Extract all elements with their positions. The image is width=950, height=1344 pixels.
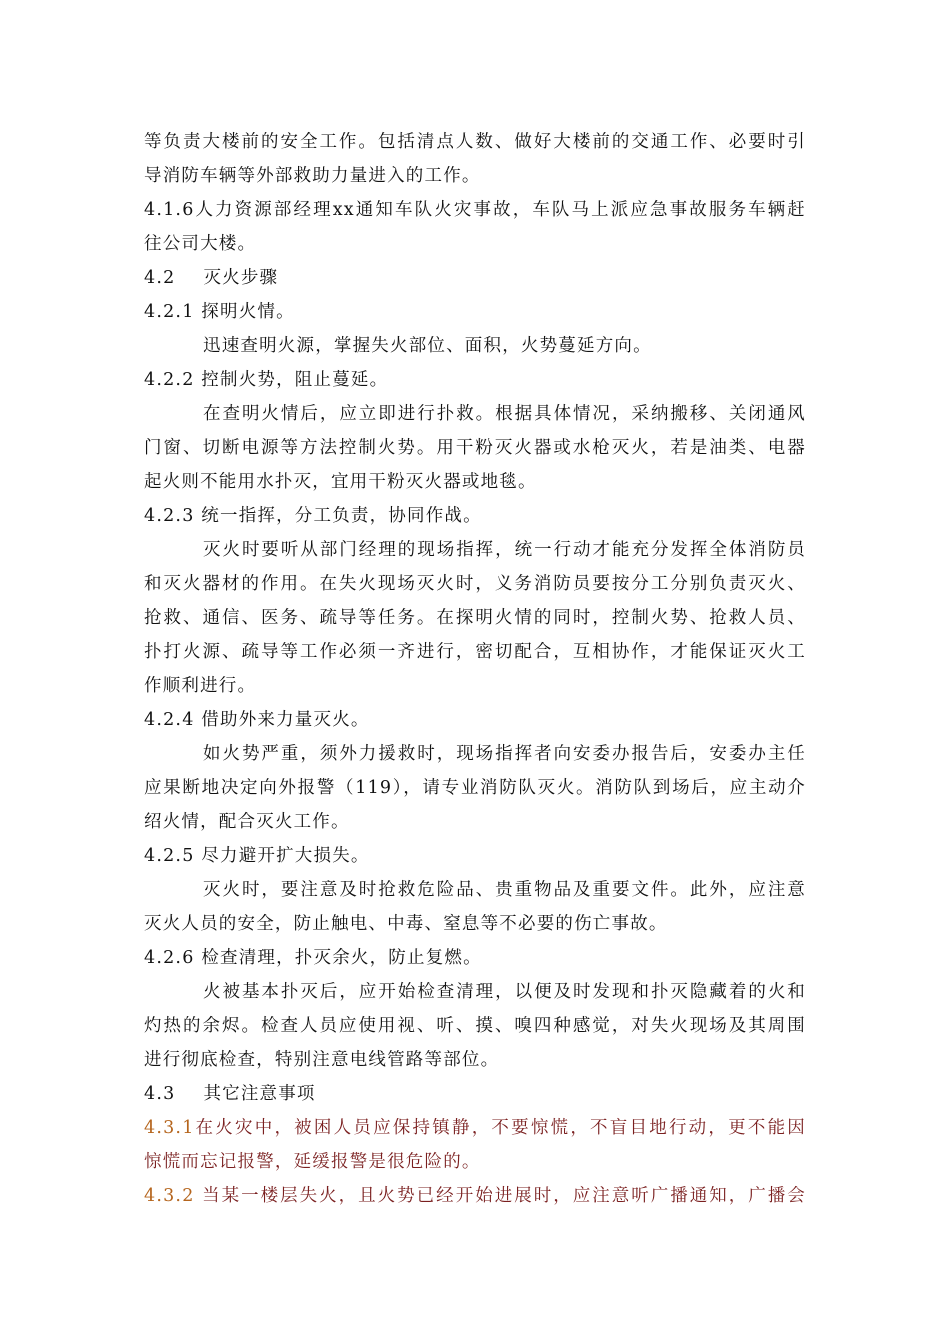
- paragraph-line: 如火势严重，须外力援救时，现场指挥者向安委办报告后，安委办主任: [203, 744, 806, 764]
- paragraph-line: 进行彻底检查，特别注意电线管路等部位。: [144, 1050, 500, 1070]
- paragraph-line: 灭火时要听从部门经理的现场指挥，统一行动才能充分发挥全体消防员: [203, 540, 806, 560]
- paragraph-line: 抢救、通信、医务、疏导等任务。在探明火情的同时，控制火势、抢救人员、: [144, 608, 806, 628]
- subsection-heading-4-2-3: 4.2.3 统一指挥，分工负责，协同作战。: [144, 506, 482, 526]
- item-text: 当某一楼层失火，且火势已经开始进展时，应注意听广播通知，广播会: [202, 1186, 806, 1206]
- subsection-heading-4-2-1: 4.2.1 探明火情。: [144, 302, 295, 322]
- section-title: 灭火步骤: [203, 268, 279, 288]
- section-heading-4-3: [144, 1078, 806, 1111]
- item-432-line: [144, 1180, 806, 1213]
- paragraph-line: 等负责大楼前的安全工作。包括清点人数、做好大楼前的交通工作、必要时引: [144, 132, 806, 152]
- paragraph-line: 迅速查明火源，掌握失火部位、面积，火势蔓延方向。: [203, 336, 652, 356]
- paragraph-line: 作顺利进行。: [144, 676, 257, 696]
- subsection-heading-4-2-5: 4.2.5 尽力避开扩大损失。: [144, 846, 370, 866]
- paragraph-line: 在查明火情后，应立即进行扑救。根据具体情况，采纳搬移、关闭通风: [203, 404, 806, 424]
- paragraph-line: 扑打火源、疏导等工作必须一齐进行，密切配合，互相协作，才能保证灭火工: [144, 642, 806, 662]
- item-number: 4.3.2: [144, 1186, 195, 1206]
- section-number: 4.2: [144, 268, 176, 288]
- section-heading-4-2: [144, 262, 806, 295]
- item-431-line: 惊慌而忘记报警，延缓报警是很危险的。: [144, 1152, 481, 1172]
- section-number: 4.3: [144, 1084, 176, 1104]
- item-416-line: 往公司大楼。: [144, 234, 257, 254]
- paragraph-line: 起火则不能用水扑灭，宜用干粉灭火器或地毯。: [144, 472, 537, 492]
- paragraph-line: 导消防车辆等外部救助力量进入的工作。: [144, 166, 481, 186]
- subsection-heading-4-2-4: 4.2.4 借助外来力量灭火。: [144, 710, 370, 730]
- item-number: 4.3.1: [144, 1118, 195, 1138]
- paragraph-line: 门窗、切断电源等方法控制火势。用干粉灭火器或水枪灭火，若是油类、电器: [144, 438, 806, 458]
- paragraph-line: 灭火时，要注意及时抢救危险品、贵重物品及重要文件。此外，应注意: [203, 880, 806, 900]
- item-416-line: 4.1.6人力资源部经理xx通知车队火灾事故，车队马上派应急事故服务车辆赶: [144, 200, 806, 220]
- paragraph-line: 和灭火器材的作用。在失火现场灭火时，义务消防员要按分工分别负责灭火、: [144, 574, 806, 594]
- subsection-heading-4-2-6: 4.2.6 检查清理，扑灭余火，防止复燃。: [144, 948, 482, 968]
- paragraph-line: 火被基本扑灭后，应开始检查清理，以便及时发现和扑灭隐藏着的火和: [203, 982, 806, 1002]
- paragraph-line: 应果断地决定向外报警（119），请专业消防队灭火。消防队到场后，应主动介: [144, 778, 806, 798]
- subsection-heading-4-2-2: 4.2.2 控制火势，阻止蔓延。: [144, 370, 389, 390]
- item-431-line: [144, 1112, 806, 1145]
- paragraph-line: 灭火人员的安全，防止触电、中毒、窒息等不必要的伤亡事故。: [144, 914, 668, 934]
- section-title: 其它注意事项: [203, 1084, 316, 1104]
- item-text: 在火灾中，被困人员应保持镇静，不要惊慌，不盲目地行动，更不能因: [194, 1118, 806, 1138]
- paragraph-line: 灼热的余烬。检查人员应使用视、听、摸、嗅四种感觉，对失火现场及其周围: [144, 1016, 806, 1036]
- paragraph-line: 绍火情，配合灭火工作。: [144, 812, 350, 832]
